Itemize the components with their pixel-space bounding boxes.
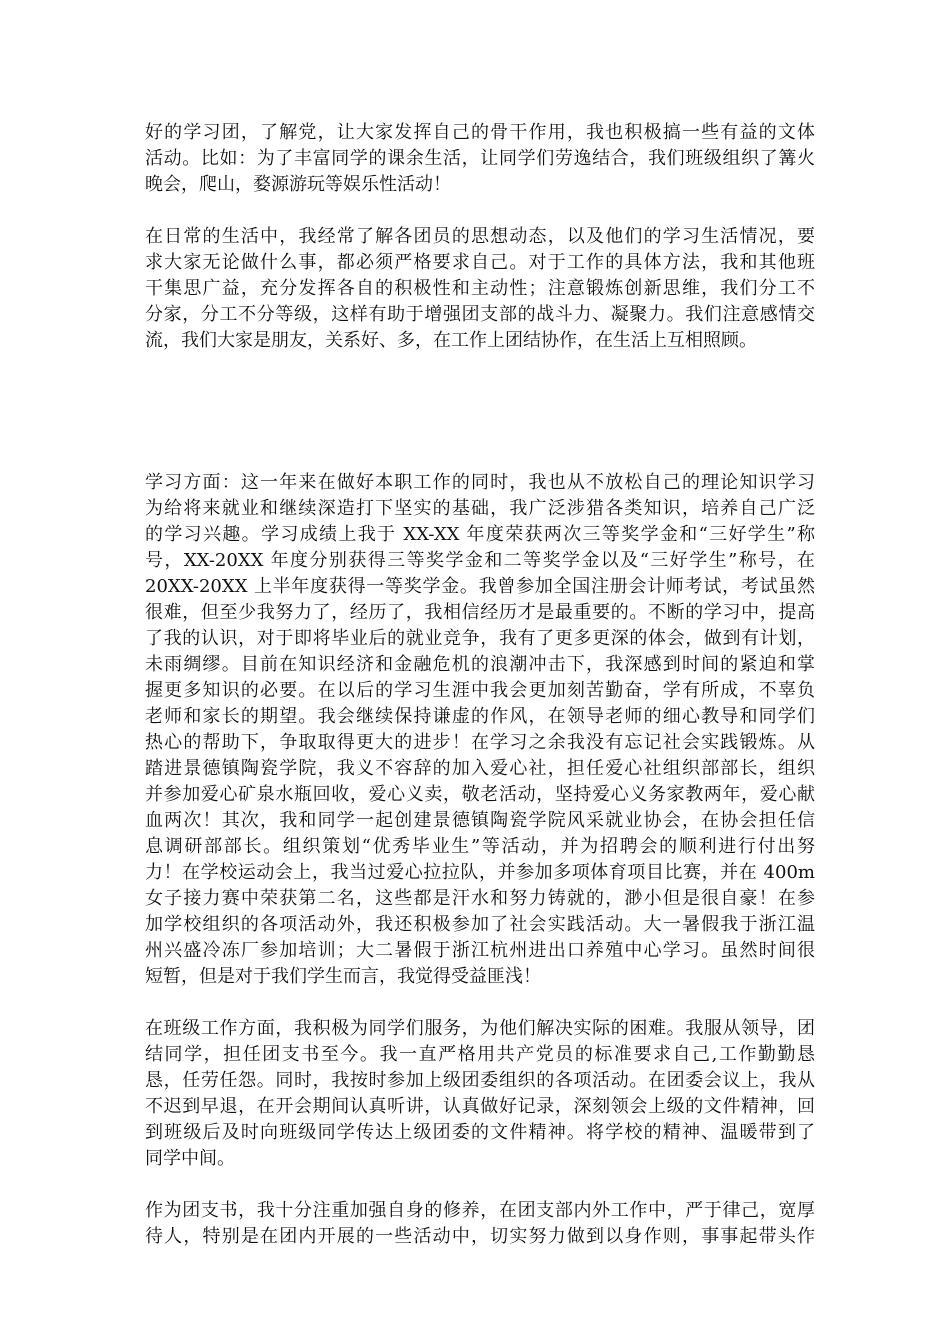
text-line: 干集思广益，充分发挥各自的积极性和主动性；注意锻炼创新思维，我们分工不 [145,278,815,299]
text-line: 分家，分工不分等级，这样有助于增强团支部的战斗力、凝聚力。我们注意感情交 [145,304,815,325]
text-line: 未雨绸缪。目前在知识经济和金融危机的浪潮冲击下，我深感到时间的紧迫和掌 [145,654,815,675]
text-line: 活动。比如：为了丰富同学的课余生活，让同学们劳逸结合，我们班级组织了篝火 [145,148,815,169]
text-line: 结同学，担任团支书至今。我一直严格用共产党员的标准要求自己,工作勤勤恳 [145,1044,815,1065]
text-line: 踏进景德镇陶瓷学院，我义不容辞的加入爱心社，担任爱心社组织部部长，组织 [145,758,815,779]
text-line: 州兴盛冷冻厂参加培训；大二暑假于浙江杭州进出口养殖中心学习。虽然时间很 [145,940,815,961]
text-line: 同学中间。 [145,1148,235,1169]
text-line: 20XX-20XX 上半年度获得一等奖学金。我曾参加全国注册会计师考试，考试虽然 [145,576,815,597]
text-line: 号，XX-20XX 年度分别获得三等奖学金和二等奖学金以及“三好学生”称号，在 [145,550,815,571]
text-line: 老师和家长的期望。我会继续保持谦虚的作风，在领导老师的细心教导和同学们 [145,706,815,727]
text-line: 求大家无论做什么事，都必须严格要求自己。对于工作的具体方法，我和其他班 [145,252,815,273]
text-line: 好的学习团，了解党，让大家发挥自己的骨干作用，我也积极搞一些有益的文体 [145,122,815,143]
text-line: 热心的帮助下，争取取得更大的进步！在学习之余我没有忘记社会实践锻炼。从 [145,732,815,753]
text-line: 待人，特别是在团内开展的一些活动中，切实努力做到以身作则，事事起带头作 [145,1226,815,1247]
text-line: 晚会，爬山，婺源游玩等娱乐性活动！ [145,174,451,195]
text-line: 流，我们大家是朋友，关系好、多，在工作上团结协作，在生活上互相照顾。 [145,330,757,351]
text-line: 了我的认识，对于即将毕业后的就业竞争，我有了更多更深的体会，做到有计划， [145,628,815,649]
text-line: 短暂，但是对于我们学生而言，我觉得受益匪浅！ [145,966,541,987]
text-line: 息调研部部长。组织策划“优秀毕业生”等活动，并为招聘会的顺利进行付出努 [145,836,815,857]
text-line: 的学习兴趣。学习成绩上我于 XX-XX 年度荣获两次三等奖学金和“三好学生”称 [145,524,815,545]
text-line: 不迟到早退，在开会期间认真听讲，认真做好记录，深刻领会上级的文件精神，回 [145,1096,815,1117]
text-line: 恳，任劳任怨。同时，我按时参加上级团委组织的各项活动。在团委会议上，我从 [145,1070,815,1091]
text-line: 为给将来就业和继续深造打下坚实的基础，我广泛涉猎各类知识，培养自己广泛 [145,498,815,519]
text-line: 并参加爱心矿泉水瓶回收，爱心义卖，敬老活动，坚持爱心义务家教两年，爱心献 [145,784,815,805]
text-line: 学习方面：这一年来在做好本职工作的同时，我也从不放松自己的理论知识学习 [145,472,815,493]
text-line: 很难，但至少我努力了，经历了，我相信经历才是最重要的。不断的学习中，提高 [145,602,815,623]
text-line: 在日常的生活中，我经常了解各团员的思想动态，以及他们的学习生活情况，要 [145,226,815,247]
text-line: 加学校组织的各项活动外，我还积极参加了社会实践活动。大一暑假我于浙江温 [145,914,815,935]
text-line: 力！在学校运动会上，我当过爱心拉拉队，并参加多项体育项目比赛，并在 400m [145,862,815,883]
text-line: 血两次！其次，我和同学一起创建景德镇陶瓷学院风采就业协会，在协会担任信 [145,810,815,831]
text-line: 在班级工作方面，我积极为同学们服务，为他们解决实际的困难。我服从领导，团 [145,1018,815,1039]
text-line: 握更多知识的必要。在以后的学习生涯中我会更加刻苦勤奋，学有所成，不辜负 [145,680,815,701]
text-line: 到班级后及时向班级同学传达上级团委的文件精神。将学校的精神、温暖带到了 [145,1122,815,1143]
text-line: 女子接力赛中荣获第二名，这些都是汗水和努力铸就的，渺小但是很自豪！在参 [145,888,815,909]
text-line: 作为团支书，我十分注重加强自身的修养，在团支部内外工作中，严于律己，宽厚 [145,1200,815,1221]
